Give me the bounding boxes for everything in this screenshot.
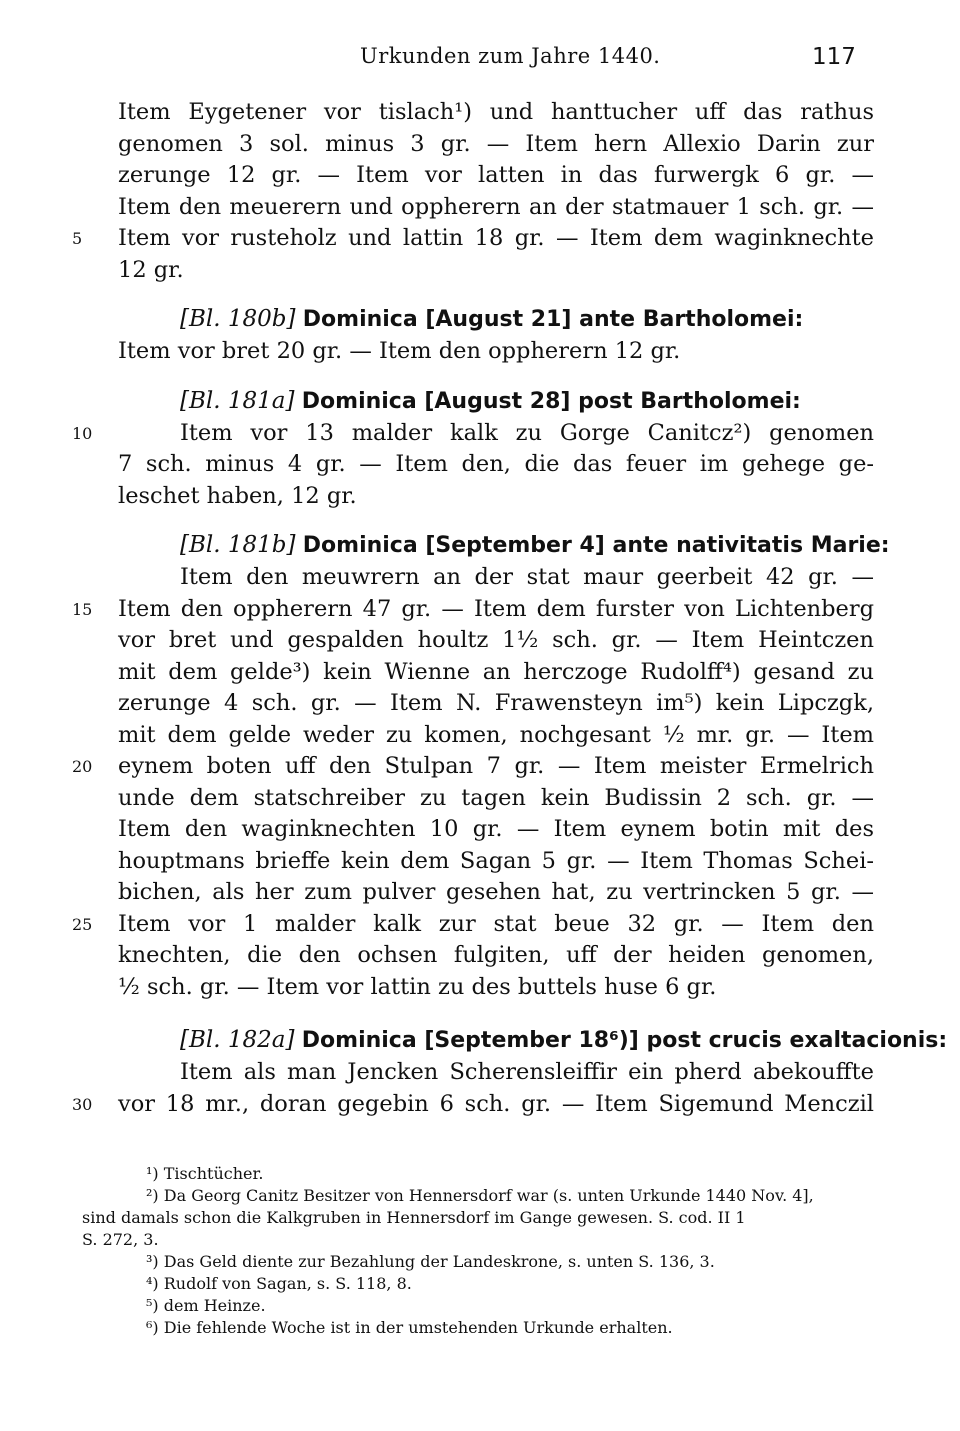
line-text: mit dem gelde³) kein Wienne an herczoge Rudolff⁴) gesand zu (118, 658, 874, 685)
text-line (118, 688, 874, 720)
line-text: Item den oppherern 47 gr. — Item dem furster von Lichtenberg (118, 595, 874, 622)
line-number: 30 (72, 1094, 93, 1114)
line-text: vor bret und gespalden houltz 1½ sch. gr. — Item Heintczen (118, 627, 874, 653)
folio-reference: [Bl. 182a] (180, 1027, 295, 1053)
text-line (118, 1057, 874, 1089)
text-line (118, 814, 874, 846)
text-line (72, 418, 874, 450)
text-line (118, 160, 874, 192)
line-number: 5 (72, 229, 83, 248)
text-line (118, 972, 874, 1004)
line-text: eynem boten uff den Stulpan 7 gr. — Item meister Ermelrich (118, 753, 874, 779)
text-line (118, 562, 874, 594)
footnote-line: ³) Das Geld diente zur Bezahlung der Landeskrone, s. unten S. 136, 3. (146, 1252, 715, 1271)
text-line (118, 940, 874, 972)
text-line (118, 481, 874, 513)
section-heading (118, 302, 874, 336)
line-number: 15 (72, 599, 93, 619)
text-line (118, 783, 874, 815)
footnote-line: S. 272, 3. (82, 1230, 159, 1249)
line-text: 12 gr. (118, 256, 184, 283)
text-line (118, 336, 874, 368)
text-line (118, 846, 874, 878)
footnote-line: ⁴) Rudolf von Sagan, s. S. 118, 8. (146, 1274, 412, 1293)
line-text: knechten, die den ochsen fulgiten, uff der heiden genomen, (118, 942, 874, 968)
body-text (72, 97, 948, 1120)
line-text: Item vor bret 20 gr. — Item den oppherern 12 gr. (118, 338, 681, 364)
folio-reference: [Bl. 180b] (180, 306, 296, 332)
section-title: Dominica [September 4] ante nativitatis Marie: (302, 533, 890, 558)
text-line (118, 192, 874, 224)
text-line (118, 625, 874, 657)
section-gap (118, 512, 874, 528)
text-line (72, 1089, 874, 1121)
footnote-line: ⁵) dem Heinze. (146, 1296, 266, 1315)
section-heading (118, 1023, 948, 1057)
folio-reference: [Bl. 181a] (180, 387, 295, 414)
line-text: 7 sch. minus 4 gr. — Item den, die das feuer im gehege ge- (118, 451, 874, 477)
line-text: Item vor rusteholz und lattin 18 gr. — Item dem waginknechte (118, 225, 874, 251)
line-text: bichen, als her zum pulver gesehen hat, zu vertrincken 5 gr. — (118, 879, 874, 905)
line-text: zerunge 12 gr. — Item vor latten in das furwergk 6 gr. — (118, 162, 874, 188)
line-text: Item vor 13 malder kalk zu Gorge Canitcz²) genomen (180, 419, 874, 446)
section-title: Dominica [August 28] post Bartholomei: (301, 388, 801, 414)
line-text: unde dem statschreiber zu tagen kein Budissin 2 sch. gr. — (118, 784, 874, 811)
line-text: Item den meuerern und oppherern an der statmauer 1 sch. gr. — (118, 193, 874, 220)
page-header (0, 44, 960, 80)
text-line (118, 877, 874, 909)
line-text: houptmans brieffe kein dem Sagan 5 gr. — Item Thomas Schei- (118, 847, 874, 874)
line-text: leschet haben, 12 gr. (118, 482, 357, 509)
text-line (118, 97, 874, 129)
text-line (72, 909, 874, 941)
text-line (118, 720, 874, 752)
text-line (118, 129, 874, 161)
page-number: 117 (812, 44, 856, 70)
footnote-line: ¹) Tischtücher. (146, 1164, 264, 1183)
line-text: zerunge 4 sch. gr. — Item N. Frawensteyn im⁵) kein Lipczgk, (118, 690, 874, 716)
running-head: Urkunden zum Jahre 1440. (360, 44, 661, 68)
text-line (72, 594, 874, 626)
section-gap (118, 1003, 874, 1023)
footnotes (82, 1163, 882, 1339)
section-heading (118, 384, 874, 418)
text-line (72, 223, 874, 255)
line-number: 25 (72, 914, 93, 934)
section-heading (118, 528, 890, 562)
text-line (118, 255, 874, 287)
text-line (118, 657, 874, 689)
line-text: ½ sch. gr. — Item vor lattin zu des buttels huse 6 gr. (118, 973, 717, 1000)
section-gap (118, 286, 874, 302)
line-text: Item vor 1 malder kalk zur stat beue 32 gr. — Item den (118, 910, 874, 937)
line-text: Item als man Jencken Scherensleiffir ein pherd abekouffte (180, 1059, 874, 1085)
footnote-line: sind damals schon die Kalkgruben in Hennersdorf im Gange gewesen. S. cod. II 1 (82, 1208, 746, 1227)
folio-reference: [Bl. 181b] (180, 532, 296, 558)
line-text: genomen 3 sol. minus 3 gr. — Item hern Allexio Darin zur (118, 130, 874, 157)
line-text: Item Eygetener vor tislach¹) und hanttucher uff das rathus (118, 99, 874, 125)
section-title: Dominica [September 18⁶)] post crucis exaltacionis: (301, 1028, 948, 1053)
section-gap (118, 368, 874, 384)
line-text: vor 18 mr., doran gegebin 6 sch. gr. — Item Sigemund Menczil (118, 1090, 874, 1117)
text-line (72, 751, 874, 783)
section-title: Dominica [August 21] ante Bartholomei: (302, 307, 804, 332)
footnote-line: ⁶) Die fehlende Woche ist in der umstehenden Urkunde erhalten. (146, 1318, 673, 1337)
line-text: mit dem gelde weder zu komen, nochgesant ½ mr. gr. — Item (118, 721, 874, 748)
text-line (118, 449, 874, 481)
line-text: Item den waginknechten 10 gr. — Item eynem botin mit des (118, 816, 874, 842)
line-text: Item den meuwrern an der stat maur geerbeit 42 gr. — (180, 564, 874, 590)
footnote-line: ²) Da Georg Canitz Besitzer von Hennersdorf war (s. unten Urkunde 1440 Nov. 4], (146, 1186, 814, 1205)
line-number: 10 (72, 423, 93, 443)
line-number: 20 (72, 757, 93, 776)
